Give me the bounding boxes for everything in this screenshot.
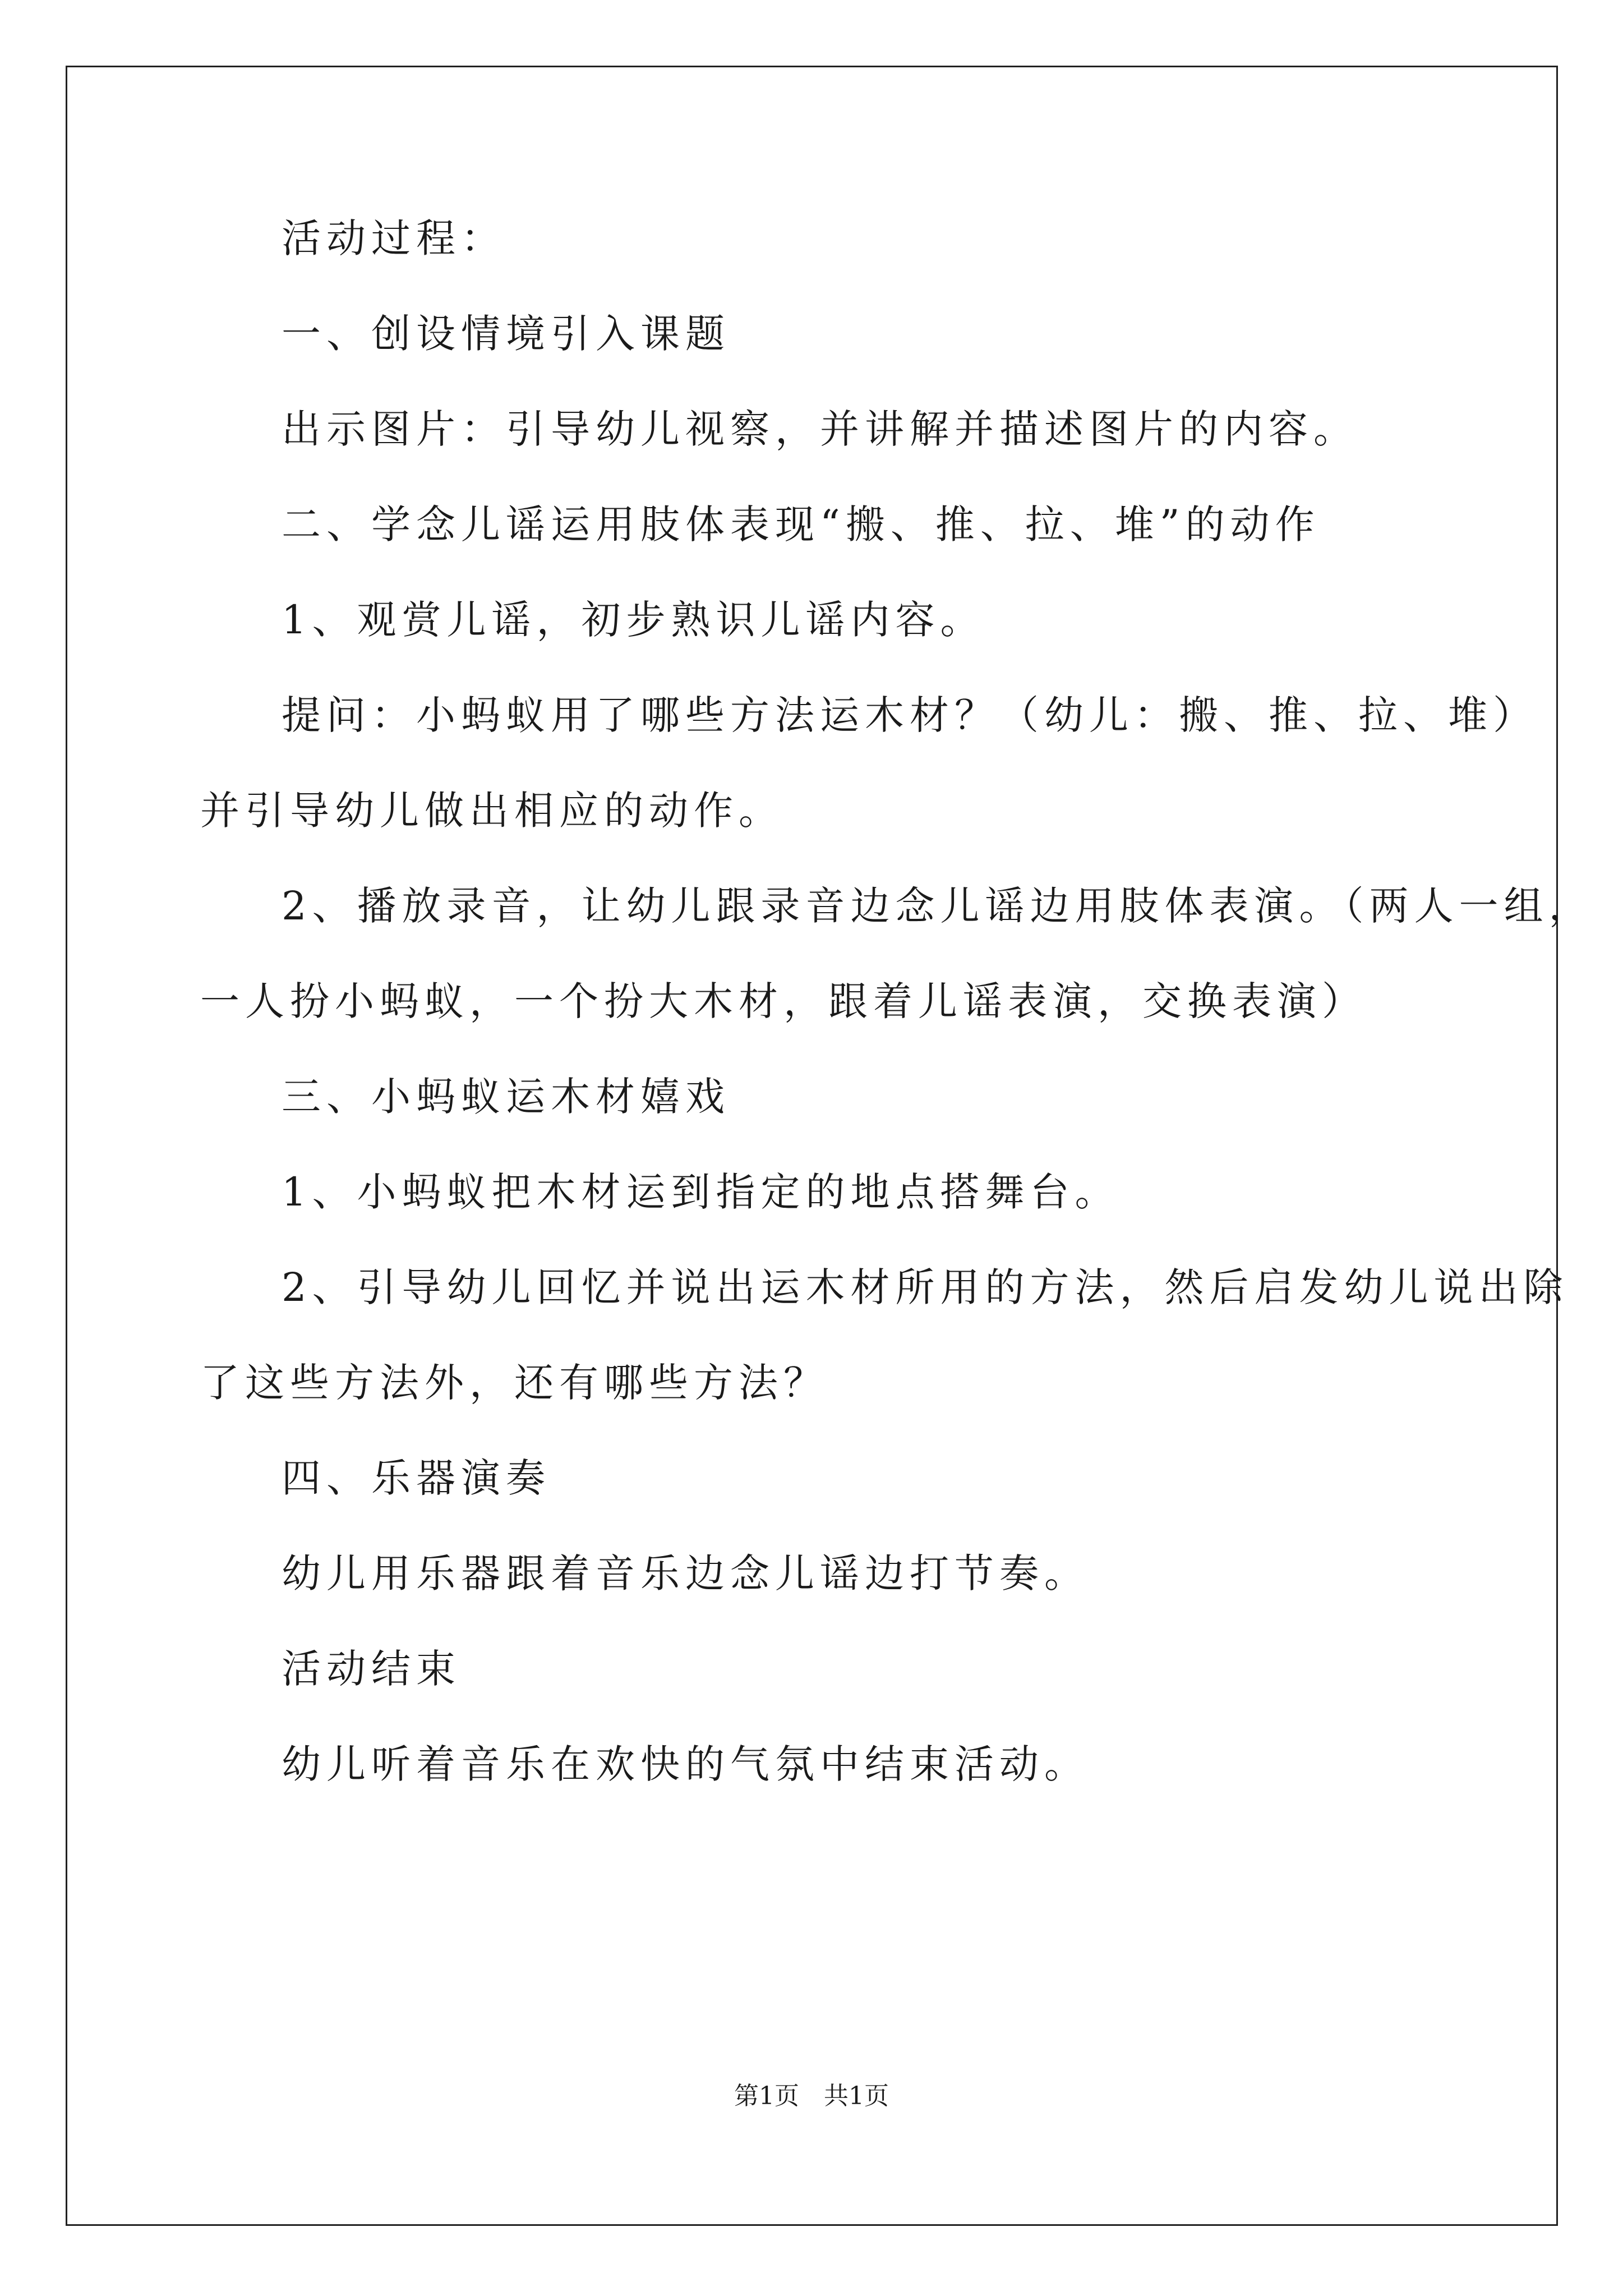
text-line: 提问：小蚂蚁用了哪些方法运木材？（幼儿：搬、推、拉、堆） [282,692,1538,738]
section-heading: 三、小蚂蚁运木材嬉戏 [282,1074,730,1120]
text-line: 幼儿听着音乐在欢快的气氛中结束活动。 [282,1741,1089,1787]
page-number: 第1页 共1页 [734,2082,889,2110]
text-line: 1、观赏儿谣，初步熟识儿谣内容。 [282,597,985,643]
text-line: 一人扮小蚂蚁，一个扮大木材，跟着儿谣表演，交换表演） [200,978,1367,1024]
text-line: 幼儿用乐器跟着音乐边念儿谣边打节奏。 [282,1550,1089,1596]
text-line: 2、引导幼儿回忆并说出运木材所用的方法，然后启发幼儿说出除 [282,1264,1569,1310]
page-border [66,66,1558,2226]
text-line: 出示图片：引导幼儿视察，并讲解并描述图片的内容。 [282,406,1358,452]
text-line: 1、小蚂蚁把木材运到指定的地点搭舞台。 [282,1169,1120,1215]
text-line: 并引导幼儿做出相应的动作。 [200,788,783,834]
section-heading: 活动结束 [282,1646,461,1692]
section-heading: 一、创设情境引入课题 [282,311,730,357]
section-heading: 四、乐器演奏 [282,1455,551,1501]
text-line: 了这些方法外，还有哪些方法？ [200,1360,828,1406]
section-heading: 二、学念儿谣运用肢体表现“搬、推、拉、堆”的动作 [282,501,1320,547]
text-line: 2、播放录音，让幼儿跟录音边念儿谣边用肢体表演。（两人一组， [282,883,1594,929]
text-line: 活动过程： [282,215,506,261]
